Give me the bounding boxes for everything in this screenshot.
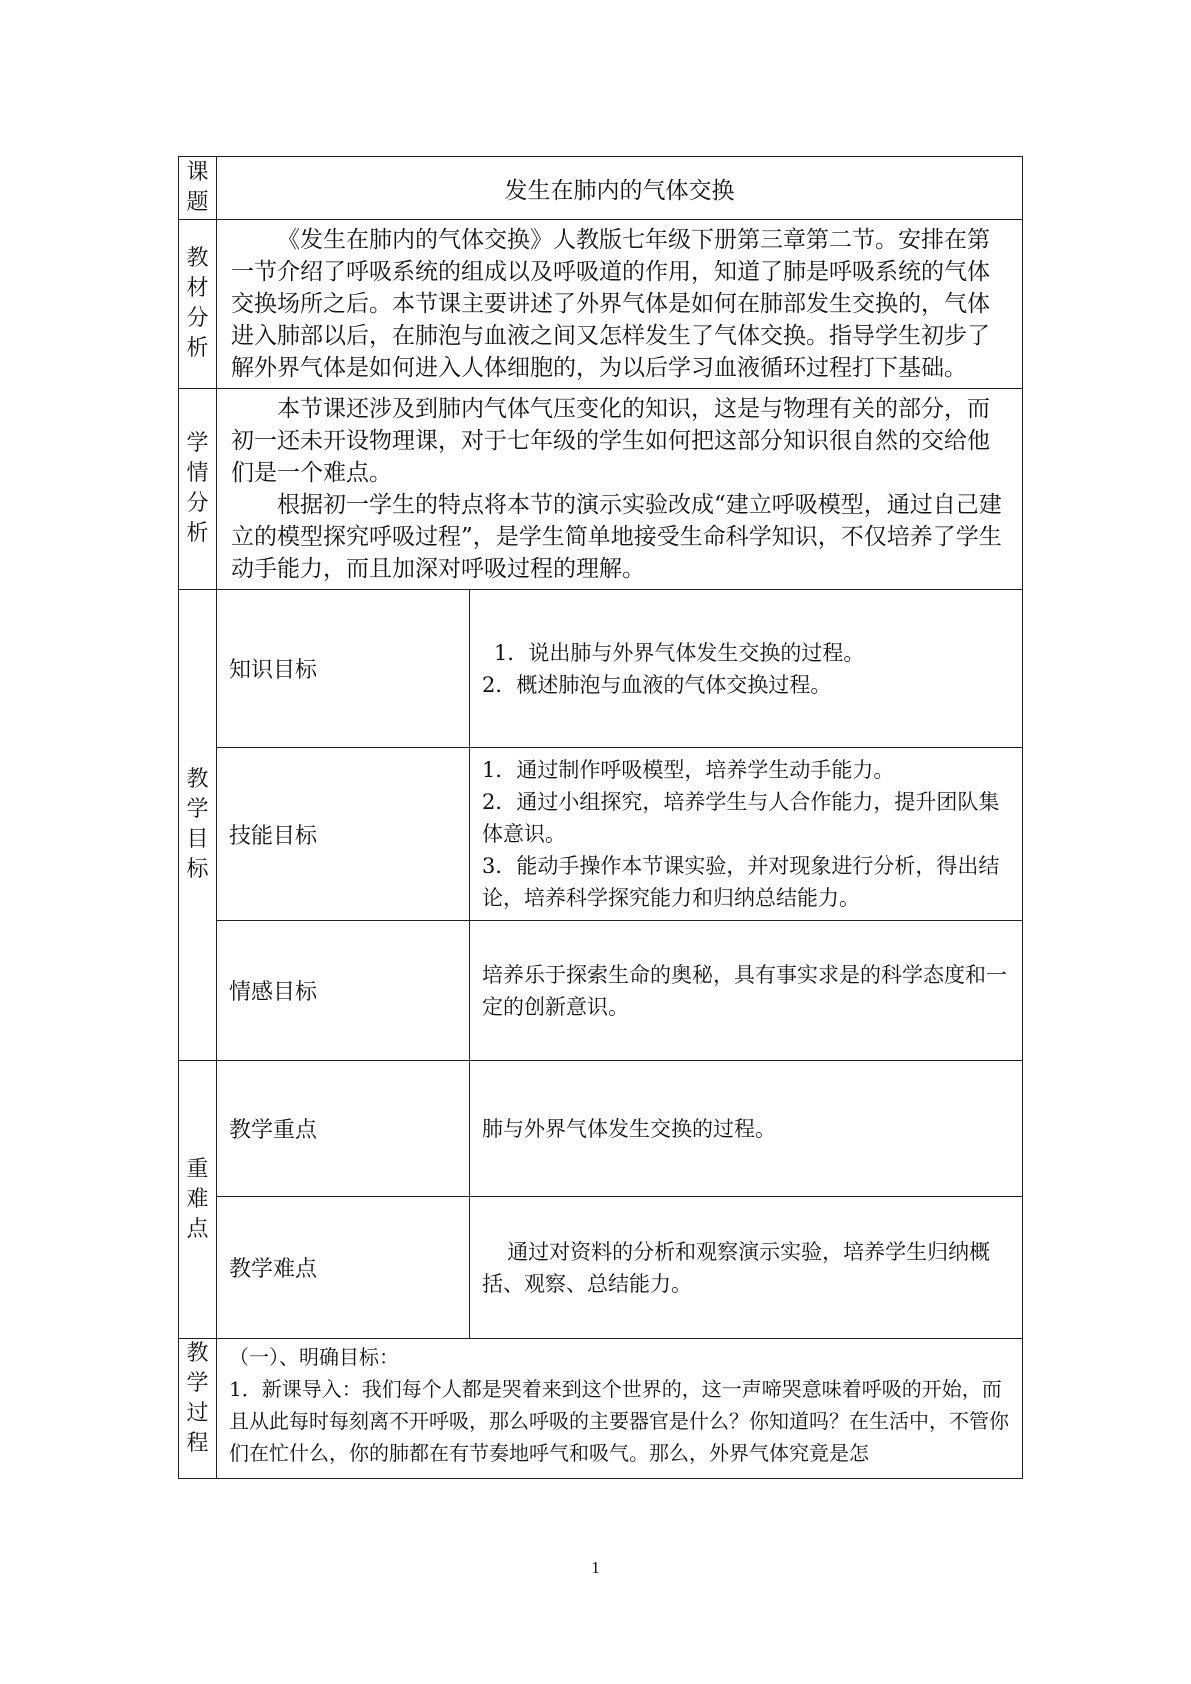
row-skill-goal bbox=[179, 748, 1023, 921]
row-student-analysis bbox=[179, 389, 1023, 590]
lesson-title: 发生在肺内的气体交换 bbox=[217, 157, 1023, 220]
emotion-goal-text: 培养乐于探索生命的奥秘，具有事实求是的科学态度和一定的创新意识。 bbox=[470, 921, 1023, 1061]
student-analysis-header: 学 情 分 析 bbox=[179, 389, 217, 590]
key-point-text: 肺与外界气体发生交换的过程。 bbox=[470, 1061, 1023, 1197]
key-point-label: 教学重点 bbox=[217, 1061, 470, 1197]
knowledge-goal-label: 知识目标 bbox=[217, 590, 470, 748]
teaching-goals-header: 教 学 目 标 bbox=[179, 590, 217, 1061]
emotion-goal-label: 情感目标 bbox=[217, 921, 470, 1061]
difficult-point-label: 教学难点 bbox=[217, 1197, 470, 1339]
process-header: 教 学 过 程 bbox=[179, 1339, 217, 1479]
student-analysis-text: 本节课还涉及到肺内气体气压变化的知识，这是与物理有关的部分，而初一还未开设物理课，对于七年级的学生如何把这部分知识很自然的交给他们是一个难点。 根据初一学生的特点将本节的演示实验改成“建立呼吸模型，通过自己建立的模型探究呼吸过程”，是学生简单地接受生命科学知识，不仅培养了学生动手能力，而且加深对呼吸过程的理解。 bbox=[217, 389, 1023, 590]
material-analysis-header: 教 材 分 析 bbox=[179, 220, 217, 389]
skill-goal-items: 1．通过制作呼吸模型，培养学生动手能力。 2．通过小组探究，培养学生与人合作能力，提升团队集体意识。 3．能动手操作本节课实验，并对现象进行分析，得出结论，培养科学探究能力和归纳总结能力。 bbox=[470, 748, 1023, 921]
row-key-point bbox=[179, 1061, 1023, 1197]
lesson-plan-table bbox=[178, 156, 1023, 1479]
knowledge-goal-items: 1．说出肺与外界气体发生交换的过程。 2．概述肺泡与血液的气体交换过程。 bbox=[470, 590, 1023, 748]
key-difficult-header: 重 难 点 bbox=[179, 1061, 217, 1339]
page-number: 1 bbox=[591, 1558, 600, 1577]
row-topic bbox=[179, 157, 1023, 220]
row-knowledge-goal bbox=[179, 590, 1023, 748]
row-emotion-goal bbox=[179, 921, 1023, 1061]
row-process bbox=[179, 1339, 1023, 1479]
row-material-analysis bbox=[179, 220, 1023, 389]
skill-goal-label: 技能目标 bbox=[217, 748, 470, 921]
topic-header: 课 题 bbox=[179, 157, 217, 220]
material-analysis-text: 《发生在肺内的气体交换》人教版七年级下册第三章第二节。安排在第一节介绍了呼吸系统的组成以及呼吸道的作用，知道了肺是呼吸系统的气体交换场所之后。本节课主要讲述了外界气体是如何在肺部发生交换的，气体进入肺部以后，在肺泡与血液之间又怎样发生了气体交换。指导学生初步了解外界气体是如何进入人体细胞的，为以后学习血液循环过程打下基础。 bbox=[217, 220, 1023, 389]
difficult-point-text: 通过对资料的分析和观察演示实验，培养学生归纳概括、观察、总结能力。 bbox=[470, 1197, 1023, 1339]
process-text: （一）、明确目标： 1．新课导入：我们每个人都是哭着来到这个世界的，这一声啼哭意味着呼吸的开始，而且从此每时每刻离不开呼吸，那么呼吸的主要器官是什么？你知道吗？在生活中，不管你们在忙什么，你的肺都在有节奏地呼气和吸气。那么，外界气体究竟是怎 bbox=[217, 1339, 1023, 1479]
row-difficult-point bbox=[179, 1197, 1023, 1339]
